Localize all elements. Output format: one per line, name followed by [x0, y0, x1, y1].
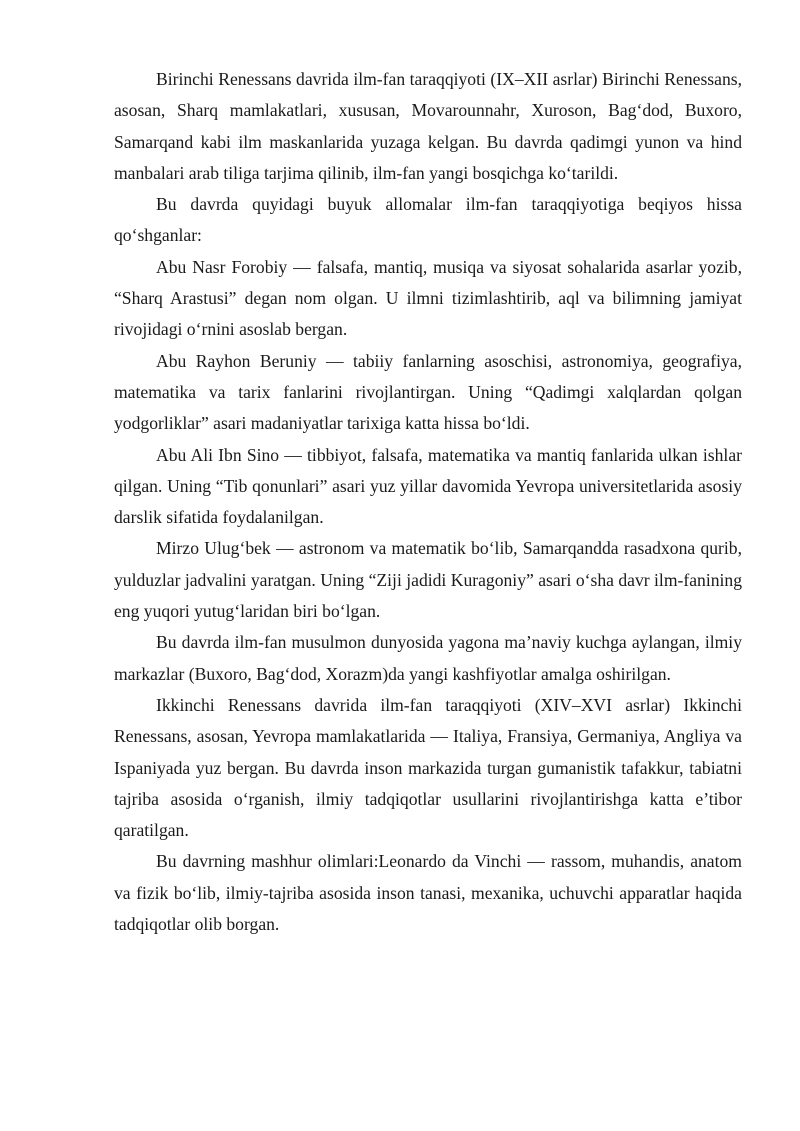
- paragraph-great-scholars-intro: Bu davrda quyidagi buyuk allomalar ilm-fan taraqqiyotiga beqiyos hissa qo‘shganlar:: [114, 194, 742, 246]
- paragraph-second-renaissance-intro: Ikkinchi Renessans davrida ilm-fan taraqqiyoti (XIV–XVI asrlar) Ikkinchi Renessans, asosan, Yevropa mamlakatlarida — Italiya, Fransiya, Germaniya, Angliya va Ispaniyada yuz bergan. Bu davrda inson markazida turgan gumanistik tafakkur, tabiatni tajriba asosida o‘rganish, ilmiy tadqiqotlar usullarini rivojlantirishga katta e’tibor qaratilgan.: [114, 694, 742, 841]
- paragraph-muslim-world-science: Bu davrda ilm-fan musulmon dunyosida yagona ma’naviy kuchga aylangan, ilmiy markazlar (Buxoro, Bag‘dod, Xorazm)da yangi kashfiyotlar amalga oshirilgan.: [114, 632, 742, 684]
- paragraph-beruni: Abu Rayhon Beruniy — tabiiy fanlarning asoschisi, astronomiya, geografiya, matematika va tarix fanlarini rivojlantirgan. Uning “Qadimgi xalqlardan qolgan yodgorliklar” asari madaniyatlar tarixiga katta hissa bo‘ldi.: [114, 350, 742, 434]
- paragraph-ulugbek: Mirzo Ulug‘bek — astronom va matematik bo‘lib, Samarqandda rasadxona qurib, yulduzlar jadvalini yaratgan. Uning “Ziji jadidi Kuragoniy” asari o‘sha davr ilm-fanining eng yuqori yutug‘laridan biri bo‘lgan.: [114, 538, 742, 622]
- document-page: [114, 64, 742, 940]
- paragraph-first-renaissance-intro: Birinchi Renessans davrida ilm-fan taraqqiyoti (IX–XII asrlar) Birinchi Renessans, asosan, Sharq mamlakatlari, xususan, Movarounnahr, Xuroson, Bag‘dod, Buxoro, Samarqand kabi ilm maskanlarida yuzaga kelgan. Bu davrda qadimgi yunon va hind manbalari arab tiliga tarjima qilinib, ilm-fan yangi bosqichga ko‘tarildi.: [114, 69, 742, 183]
- paragraph-ibn-sino: Abu Ali Ibn Sino — tibbiyot, falsafa, matematika va mantiq fanlarida ulkan ishlar qilgan. Uning “Tib qonunlari” asari yuz yillar davomida Yevropa universitetlarida asosiy darslik sifatida foydalanilgan.: [114, 444, 742, 528]
- paragraph-leonardo: Bu davrning mashhur olimlari:Leonardo da Vinchi — rassom, muhandis, anatom va fizik bo‘lib, ilmiy-tajriba asosida inson tanasi, mexanika, uchuvchi apparatlar haqida tadqiqotlar olib borgan.: [114, 851, 742, 935]
- paragraph-farabi: Abu Nasr Forobiy — falsafa, mantiq, musiqa va siyosat sohalarida asarlar yozib, “Sharq Arastusi” degan nom olgan. U ilmni tizimlashtirib, aql va bilimning jamiyat rivojidagi o‘rnini asoslab bergan.: [114, 256, 742, 340]
